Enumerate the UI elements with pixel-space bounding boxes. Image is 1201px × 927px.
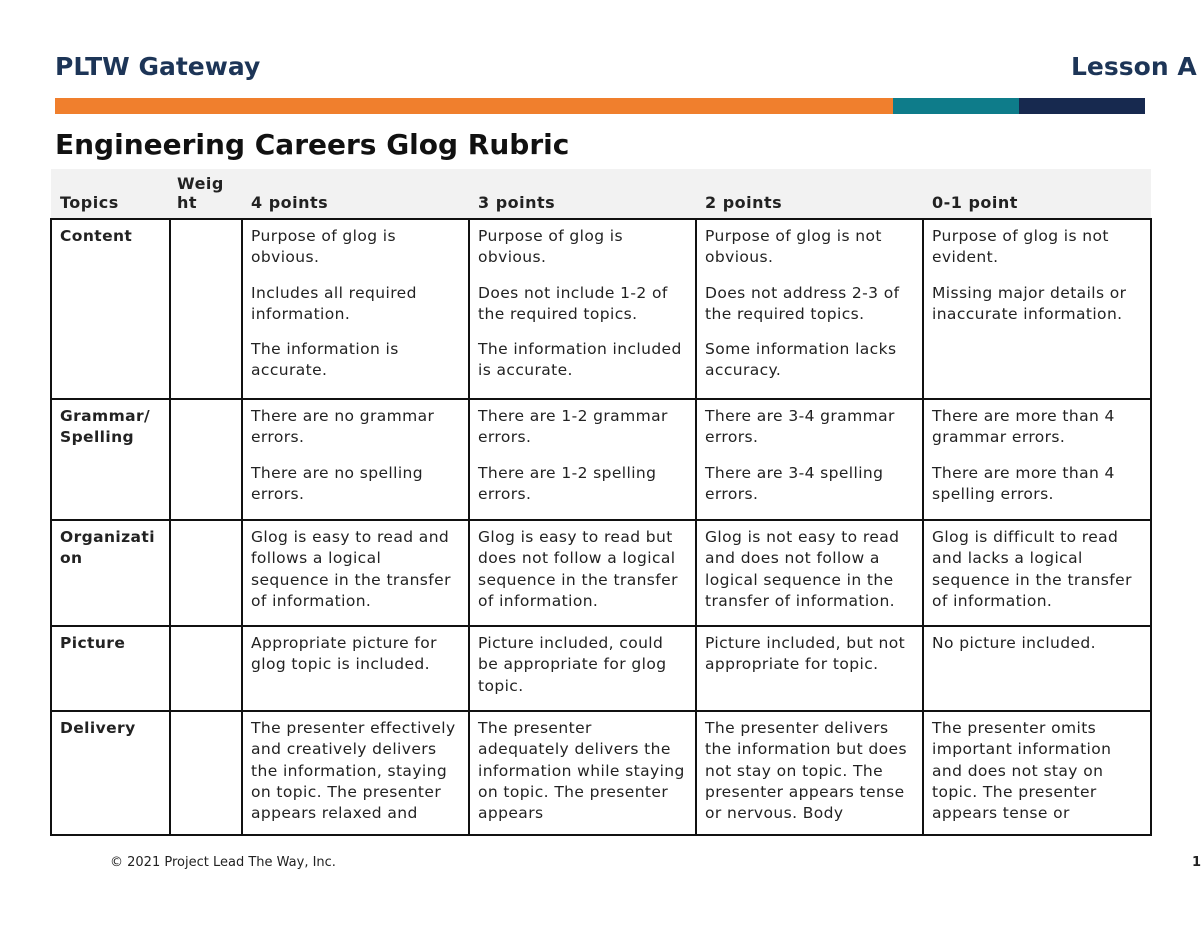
header-topics: Topics <box>51 169 170 219</box>
rubric-cell <box>923 219 1151 399</box>
criterion-text: There are 1-2 grammar errors. <box>478 407 668 447</box>
page-number: 1 <box>1192 855 1201 870</box>
copyright-footer: © 2021 Project Lead The Way, Inc. <box>110 855 336 870</box>
criterion-text: Glog is difficult to read and lacks a logical sequence in the transfer of information. <box>932 528 1132 610</box>
rubric-cell <box>242 399 469 520</box>
header-3-points: 3 points <box>469 169 696 219</box>
rubric-cell <box>696 219 923 399</box>
header-2-points: 2 points <box>696 169 923 219</box>
criterion-text: Does not include 1-2 of the required topics. <box>478 283 668 323</box>
criterion-text: Glog is easy to read but does not follow a logical sequence in the transfer of information. <box>478 528 678 610</box>
rubric-cell <box>242 711 469 835</box>
row-weight <box>170 219 242 399</box>
rubric-cell <box>696 520 923 626</box>
criterion-text: Purpose of glog is obvious. <box>251 227 396 267</box>
header-bar-navy <box>1019 98 1145 114</box>
criterion-text: There are no grammar errors. <box>251 407 435 447</box>
rubric-cell <box>923 626 1151 711</box>
row-topic: Picture <box>51 626 170 711</box>
header-4-points: 4 points <box>242 169 469 219</box>
criterion-text: The presenter effectively and creatively delivers the information, staying on topic. The presenter appears relaxed and <box>251 719 456 823</box>
row-weight <box>170 399 242 520</box>
table-row <box>51 520 1151 626</box>
criterion-text: Picture included, but not appropriate for topic. <box>705 634 906 674</box>
row-topic: Content <box>51 219 170 399</box>
rubric-cell <box>696 626 923 711</box>
criterion-text: The presenter delivers the information but does not stay on topic. The presenter appears tense or nervous. Body <box>705 719 907 823</box>
table-row <box>51 626 1151 711</box>
rubric-cell <box>242 219 469 399</box>
rubric-cell <box>469 219 696 399</box>
row-topic: Grammar/ Spelling <box>51 399 170 520</box>
page-header-right: Lesson A <box>1071 52 1197 81</box>
criterion-text: Does not address 2-3 of the required topics. <box>705 283 900 323</box>
rubric-cell <box>923 399 1151 520</box>
table-row <box>51 219 1151 399</box>
header-0-1-point: 0-1 point <box>923 169 1151 219</box>
criterion-text: No picture included. <box>932 634 1096 652</box>
criterion-text: Purpose of glog is not evident. <box>932 227 1109 267</box>
criterion-text: The presenter omits important information and does not stay on topic. The presenter appears tense or <box>932 719 1112 823</box>
rubric-cell <box>696 399 923 520</box>
criterion-text: Includes all required information. <box>251 283 417 323</box>
row-weight <box>170 520 242 626</box>
row-weight <box>170 711 242 835</box>
header-bar-teal <box>893 98 1019 114</box>
criterion-text: There are 1-2 spelling errors. <box>478 463 657 503</box>
criterion-text: Purpose of glog is obvious. <box>478 227 623 267</box>
criterion-text: There are 3-4 spelling errors. <box>705 463 884 503</box>
criterion-text: Picture included, could be appropriate for glog topic. <box>478 634 667 695</box>
row-weight <box>170 626 242 711</box>
rubric-cell <box>242 626 469 711</box>
table-header-row <box>51 169 1151 219</box>
rubric-cell <box>469 711 696 835</box>
rubric-cell <box>923 520 1151 626</box>
rubric-table-container <box>50 169 1150 822</box>
criterion-text: Glog is not easy to read and does not follow a logical sequence in the transfer of information. <box>705 528 900 610</box>
criterion-text: The information is accurate. <box>251 340 399 380</box>
criterion-text: Appropriate picture for glog topic is included. <box>251 634 437 674</box>
table-row <box>51 399 1151 520</box>
rubric-cell <box>242 520 469 626</box>
criterion-text: There are more than 4 grammar errors. <box>932 407 1115 447</box>
rubric-cell <box>696 711 923 835</box>
rubric-cell <box>469 399 696 520</box>
table-row <box>51 711 1151 835</box>
rubric-cell <box>469 520 696 626</box>
criterion-text: Glog is easy to read and follows a logical sequence in the transfer of information. <box>251 528 451 610</box>
rubric-cell <box>469 626 696 711</box>
header-bar-orange <box>55 98 893 114</box>
document-title: Engineering Careers Glog Rubric <box>55 128 570 161</box>
row-topic: Organizati on <box>51 520 170 626</box>
criterion-text: Purpose of glog is not obvious. <box>705 227 882 267</box>
criterion-text: There are more than 4 spelling errors. <box>932 463 1115 503</box>
rubric-cell <box>923 711 1151 835</box>
criterion-text: The information included is accurate. <box>478 340 682 380</box>
criterion-text: There are 3-4 grammar errors. <box>705 407 895 447</box>
row-topic: Delivery <box>51 711 170 835</box>
criterion-text: There are no spelling errors. <box>251 463 423 503</box>
header-weight: Weig ht <box>170 169 242 219</box>
criterion-text: Missing major details or inaccurate information. <box>932 283 1127 323</box>
criterion-text: Some information lacks accuracy. <box>705 340 897 380</box>
rubric-table <box>50 169 1152 836</box>
page-header-left: PLTW Gateway <box>55 52 261 81</box>
criterion-text: The presenter adequately delivers the information while staying on topic. The presenter appears <box>478 719 685 823</box>
